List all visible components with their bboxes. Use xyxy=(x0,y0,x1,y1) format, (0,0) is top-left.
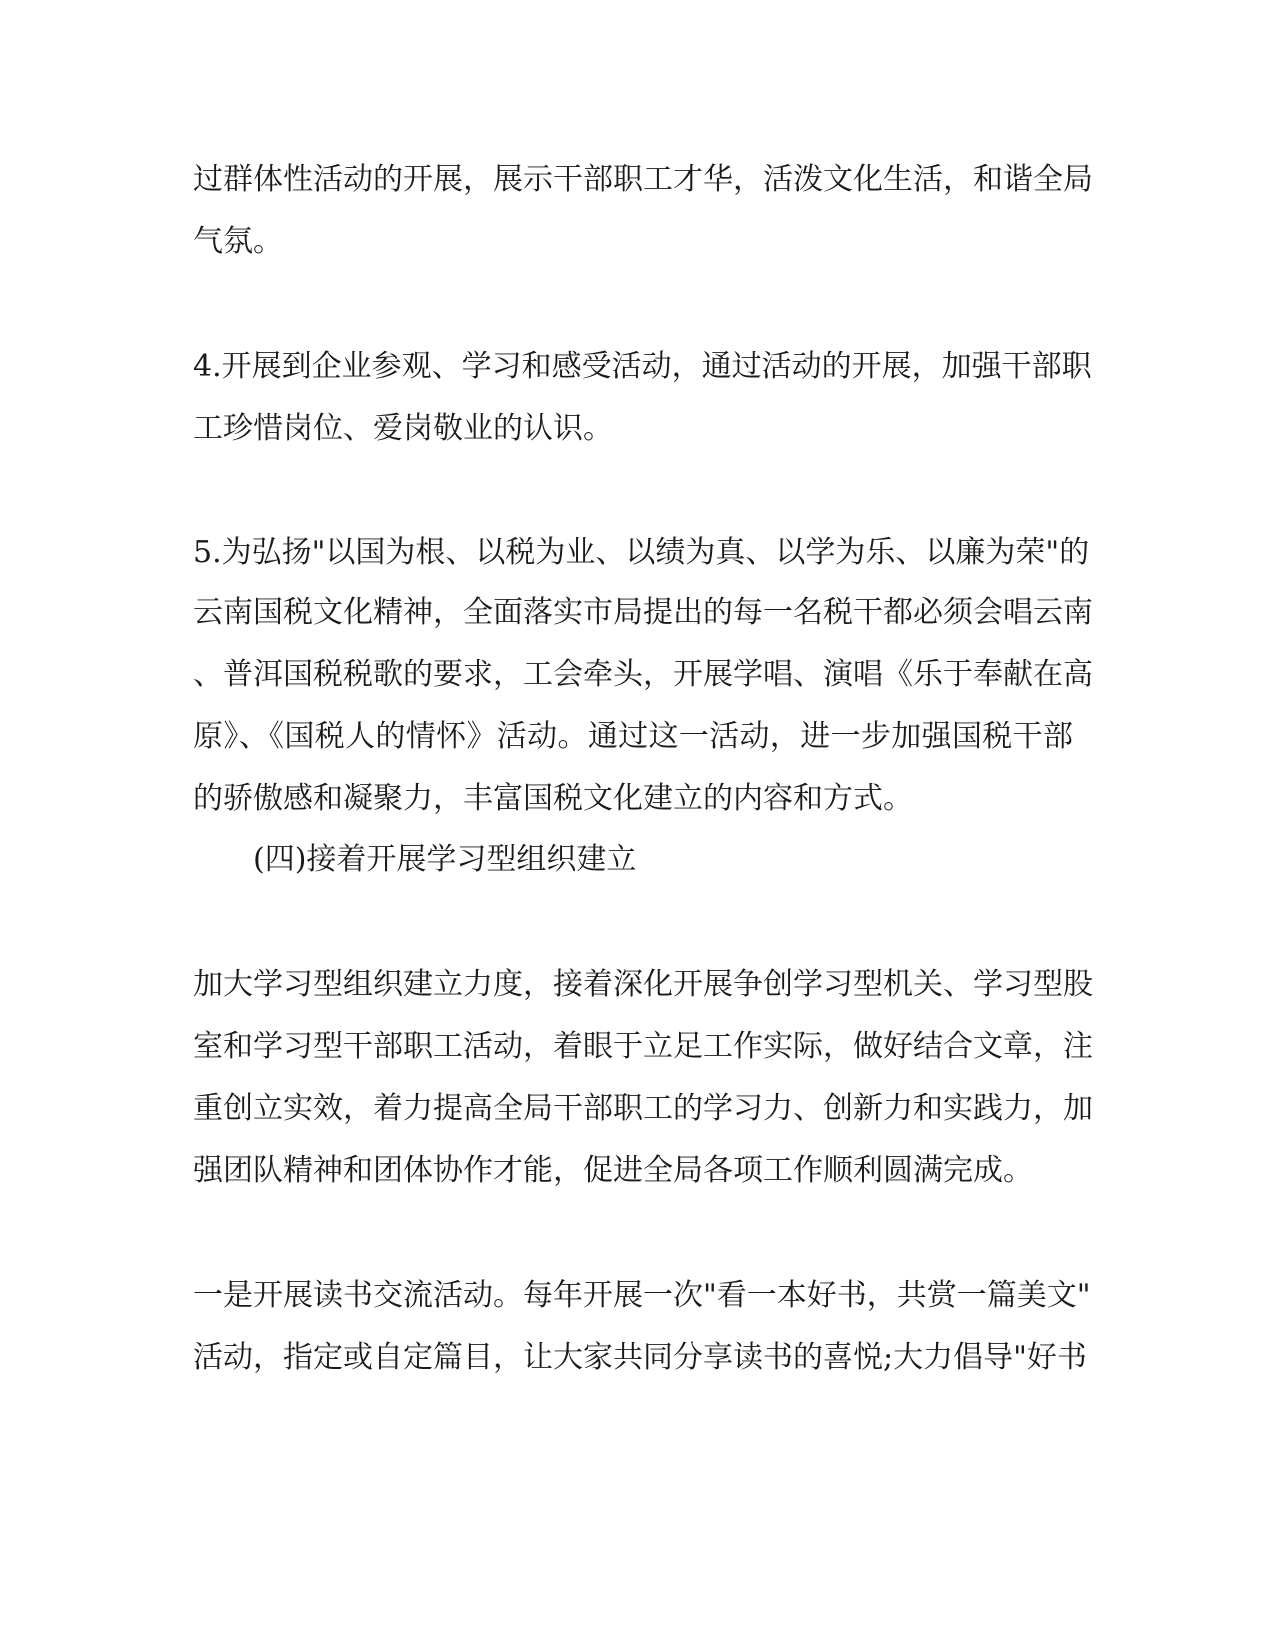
paragraph-line: 过群体性活动的开展，展示干部职工才华，活泼文化生活，和谐全局 xyxy=(193,162,1093,197)
paragraph-line: 云南国税文化精神，全面落实市局提出的每一名税干都必须会唱云南 xyxy=(193,595,1093,630)
paragraph-line: 、普洱国税税歌的要求，工会牵头，开展学唱、演唱《乐于奉献在高 xyxy=(193,657,1093,692)
paragraph-line: 室和学习型干部职工活动，着眼于立足工作实际，做好结合文章，注 xyxy=(193,1029,1093,1064)
paragraph-line: 重创立实效，着力提高全局干部职工的学习力、创新力和实践力，加 xyxy=(193,1091,1093,1126)
paragraph-line: 原》、《国税人的情怀》活动。通过这一活动，进一步加强国税干部 xyxy=(193,719,1073,754)
paragraph-line: 气氛。 xyxy=(193,224,283,259)
paragraph-line: 加大学习型组织建立力度，接着深化开展争创学习型机关、学习型股 xyxy=(193,967,1093,1002)
paragraph-line: 强团队精神和团体协作才能，促进全局各项工作顺利圆满完成。 xyxy=(193,1153,1033,1188)
paragraph-line: 4.开展到企业参观、学习和感受活动，通过活动的开展，加强干部职 xyxy=(193,349,1092,384)
section-heading: (四)接着开展学习型组织建立 xyxy=(253,842,637,877)
paragraph-line: 5.为弘扬"以国为根、以税为业、以绩为真、以学为乐、以廉为荣"的 xyxy=(193,535,1090,570)
paragraph-line: 一是开展读书交流活动。每年开展一次"看一本好书，共赏一篇美文" xyxy=(193,1278,1091,1313)
paragraph-line: 的骄傲感和凝聚力，丰富国税文化建立的内容和方式。 xyxy=(193,781,913,816)
paragraph-line: 工珍惜岗位、爱岗敬业的认识。 xyxy=(193,411,613,446)
paragraph-line: 活动，指定或自定篇目，让大家共同分享读书的喜悦;大力倡导"好书 xyxy=(193,1340,1087,1375)
